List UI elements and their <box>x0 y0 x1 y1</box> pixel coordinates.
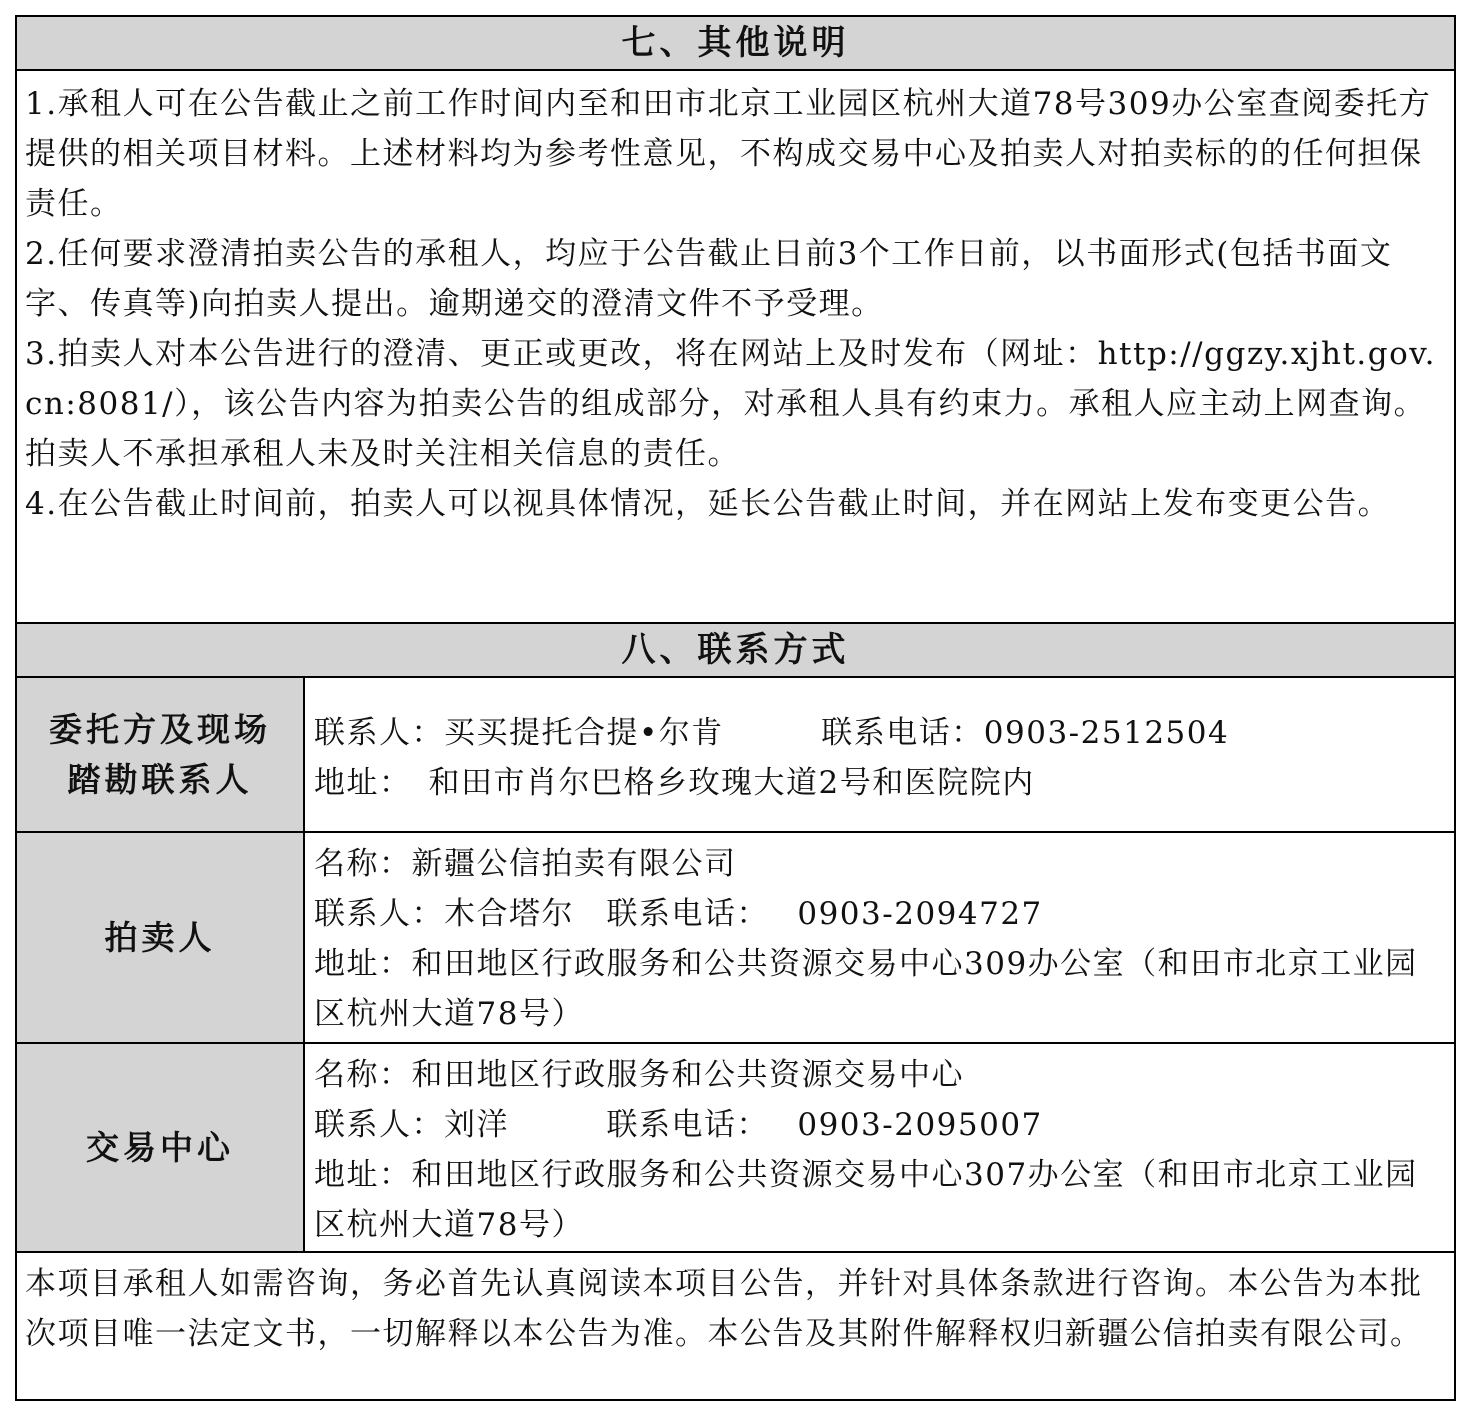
contact-line: 名称：新疆公信拍卖有限公司 <box>314 846 737 882</box>
contact-label-line: 拍卖人 <box>104 917 216 957</box>
contact-line: 地址： 和田市肖尔巴格乡玫瑰大道2号和医院院内 <box>314 765 1035 801</box>
note-item-2: 2.任何要求澄清拍卖公告的承租人，均应于公告截止日前3个工作日前，以书面形式(包括书面文字、传真等)向拍卖人提出。逾期递交的澄清文件不予受理。 <box>25 236 1393 322</box>
section-8-header <box>17 624 1454 678</box>
note-item-1: 1.承租人可在公告截止之前工作时间内至和田市北京工业园区杭州大道78号309办公室查阅委托方提供的相关项目材料。上述材料均为参考性意见，不构成交易中心及拍卖人对拍卖标的的任何担保责任。 <box>25 86 1432 222</box>
section-8-title: 八、联系方式 <box>621 630 850 670</box>
contact-label-auctioneer <box>17 833 305 1042</box>
contact-line: 名称：和田地区行政服务和公共资源交易中心 <box>314 1057 964 1093</box>
contact-details-auctioneer <box>305 833 1454 1042</box>
contact-label-trading-center <box>17 1044 305 1251</box>
contact-line: 地址：和田地区行政服务和公共资源交易中心309办公室（和田市北京工业园区杭州大道78号） <box>314 946 1418 1032</box>
contact-row-client <box>17 678 1454 833</box>
contact-details-trading-center <box>305 1044 1454 1251</box>
note-item-4: 4.在公告截止时间前，拍卖人可以视具体情况，延长公告截止时间，并在网站上发布变更公告。 <box>25 486 1391 522</box>
contact-label-line: 踏勘联系人 <box>67 759 253 799</box>
section-7-body <box>17 71 1454 624</box>
contact-line: 联系人：木合塔尔 联系电话： 0903-2094727 <box>314 896 1043 932</box>
announcement-table <box>15 15 1456 1401</box>
footer-text: 本项目承租人如需咨询，务必首先认真阅读本项目公告，并针对具体条款进行咨询。本公告为本批次项目唯一法定文书，一切解释以本公告为准。本公告及其附件解释权归新疆公信拍卖有限公司。 <box>25 1266 1423 1352</box>
contact-line: 地址：和田地区行政服务和公共资源交易中心307办公室（和田市北京工业园区杭州大道78号） <box>314 1157 1418 1243</box>
contact-label-line: 委托方及现场 <box>49 709 271 749</box>
footer-note <box>17 1253 1454 1399</box>
note-item-3: 3.拍卖人对本公告进行的澄清、更正或更改，将在网站上及时发布（网址：http://ggzy.xjht.gov.cn:8081/），该公告内容为拍卖公告的组成部分，对承租人具有约束力。承租人应主动上网查询。拍卖人不承担承租人未及时关注相关信息的责任。 <box>25 336 1436 472</box>
contact-row-trading-center <box>17 1044 1454 1253</box>
contact-details-client <box>305 678 1454 831</box>
contact-label-line: 交易中心 <box>86 1127 234 1167</box>
section-7-header <box>17 17 1454 71</box>
section-7-title: 七、其他说明 <box>621 23 850 63</box>
contact-label-client <box>17 678 305 831</box>
contact-row-auctioneer <box>17 833 1454 1044</box>
contact-line: 联系人：刘洋 联系电话： 0903-2095007 <box>314 1107 1043 1143</box>
contact-line: 联系人：买买提托合提•尔肯 联系电话：0903-2512504 <box>314 715 1230 751</box>
